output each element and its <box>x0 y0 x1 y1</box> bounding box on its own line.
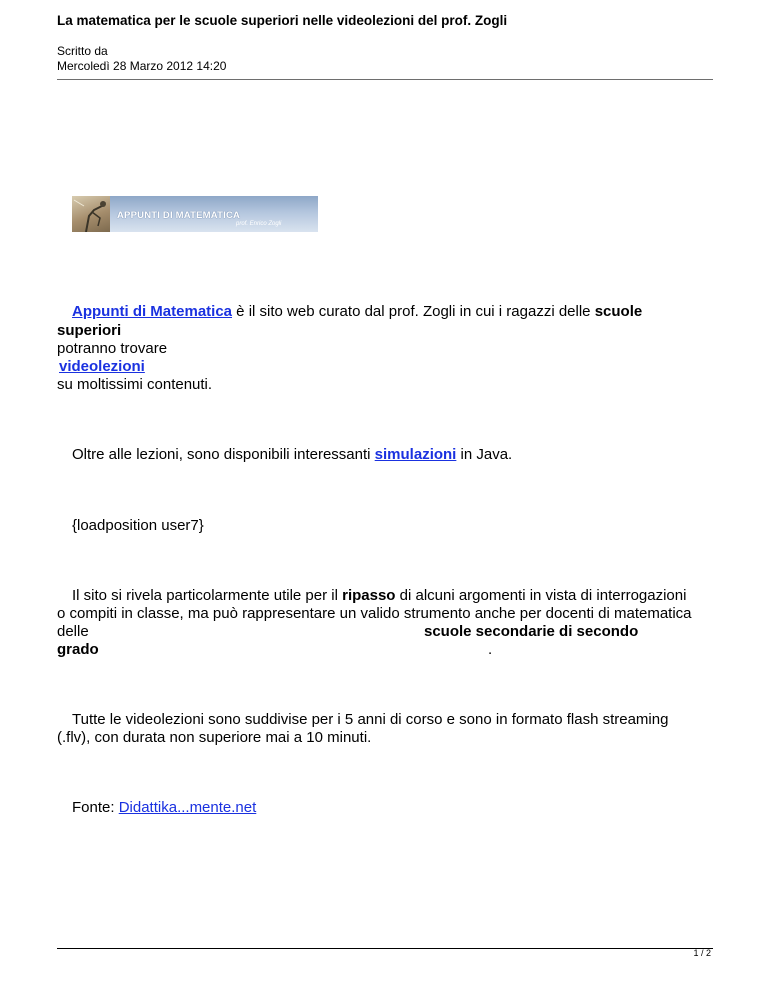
page-title: La matematica per le scuole superiori nelle videolezioni del prof. Zogli <box>57 13 508 28</box>
appunti-banner-image <box>72 196 318 232</box>
paragraph-3-line-1: Il sito si rivela particolarmente utile per il ripasso di alcuni argomenti in vista di interrogazioni <box>72 587 687 604</box>
page-number: 1 / 2 <box>693 948 711 958</box>
paragraph-1-line-4 <box>59 357 145 376</box>
footer-divider <box>57 948 713 949</box>
paragraph-3-line-4: grado <box>57 641 99 658</box>
paragraph-4-line-1: Tutte le videolezioni sono suddivise per i 5 anni di corso e sono in formato flash streaming <box>72 711 669 728</box>
paragraph-1-line-3: potranno trovare <box>57 340 168 357</box>
banner-photo <box>72 196 110 232</box>
paragraph-3-line-2: o compiti in classe, ma può rappresentare un valido strumento anche per docenti di matematica <box>57 605 692 622</box>
author-label: Scritto da <box>57 44 108 58</box>
article-meta <box>57 44 226 74</box>
header-divider <box>57 79 713 80</box>
didattika-source-link[interactable]: Didattika...mente.net <box>118 799 257 816</box>
paragraph-4-line-2: (.flv), con durata non superiore mai a 10 minuti. <box>57 729 372 746</box>
source-line: Fonte: Didattika...mente.net <box>72 799 257 816</box>
publish-date: Mercoledì 28 Marzo 2012 14:20 <box>57 59 227 73</box>
paragraph-3-period: . <box>488 641 493 658</box>
appunti-di-matematica-link[interactable]: Appunti di Matematica <box>72 303 233 320</box>
loadposition-placeholder: {loadposition user7} <box>72 517 204 534</box>
banner-subtitle: prof. Enrico Zogli <box>236 221 282 227</box>
paragraph-2: Oltre alle lezioni, sono disponibili interessanti simulazioni in Java. <box>72 446 513 463</box>
simulazioni-link[interactable]: simulazioni <box>374 446 457 463</box>
banner-title: APPUNTI DI MATEMATICA <box>117 210 241 221</box>
paragraph-1-line-2: superiori <box>57 322 122 339</box>
paragraph-3-bold-phrase: scuole secondarie di secondo <box>424 623 639 640</box>
paragraph-1-line-5: su moltissimi contenuti. <box>57 376 213 393</box>
paragraph-1-line-1: Appunti di Matematica è il sito web curato dal prof. Zogli in cui i ragazzi delle scuole <box>72 303 643 320</box>
paragraph-3-line-3: delle <box>57 623 89 640</box>
videolezioni-link[interactable]: videolezioni <box>59 358 145 375</box>
